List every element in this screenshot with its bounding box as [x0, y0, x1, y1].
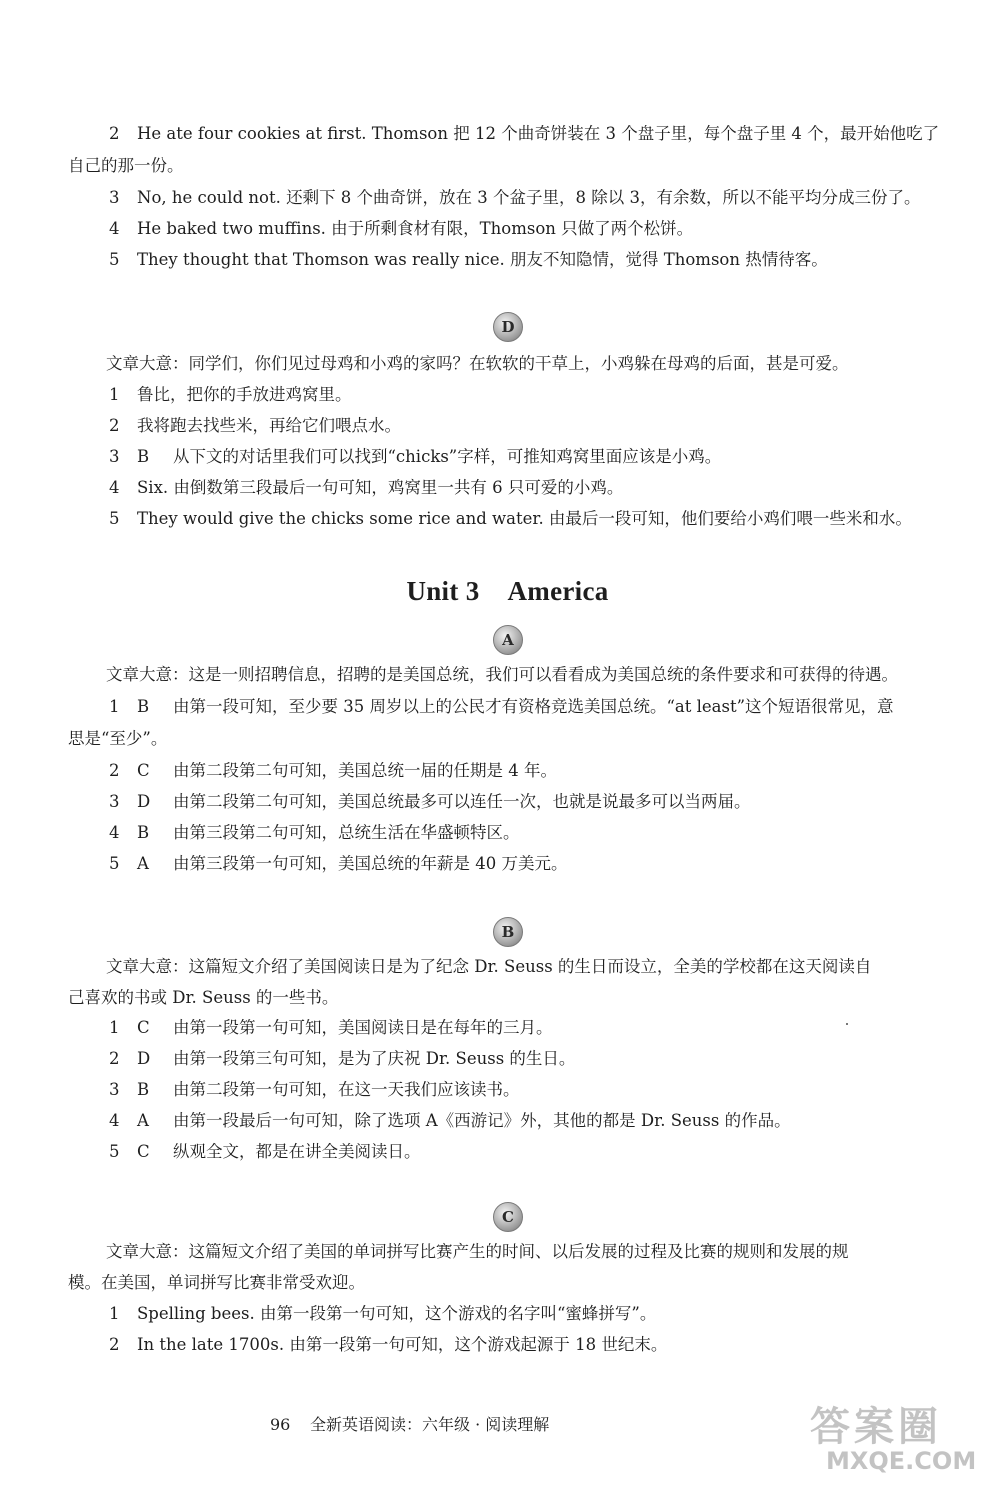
- answer-item: [0, 1302, 1000, 1326]
- section-b-badge: [493, 917, 523, 947]
- section-letter: D: [501, 317, 515, 336]
- answer-number: 2: [109, 761, 120, 780]
- answer-text: 由第一段最后一句可知，除了选项 A《西游记》外，其他的都是 Dr. Seuss 的作品。: [173, 1111, 791, 1130]
- answer-item: [0, 1109, 1000, 1133]
- answer-item: [0, 414, 1000, 438]
- section-c-summary-cont: 模。在美国，单词拼写比赛非常受欢迎。: [68, 1273, 365, 1292]
- answer-number: 1: [109, 697, 120, 716]
- answer-item: [0, 217, 1000, 241]
- answer-text: 鲁比，把你的手放进鸡窝里。: [137, 385, 352, 404]
- page-number: 96: [270, 1415, 291, 1434]
- answer-number: 5: [109, 509, 120, 528]
- answer-item: [0, 507, 1000, 531]
- answer-text: 由第二段第二句可知，美国总统一届的任期是 4 年。: [173, 761, 557, 780]
- answer-text: 由第一段可知，至少要 35 周岁以上的公民才有资格竞选美国总统。“at least”这个短语很常见，意: [173, 697, 894, 716]
- answer-letter: B: [137, 823, 150, 842]
- section-letter: A: [502, 630, 514, 649]
- answer-letter: A: [137, 854, 149, 873]
- answer-item: [0, 1078, 1000, 1102]
- section-letter: B: [501, 922, 515, 941]
- answer-item: [0, 790, 1000, 814]
- answer-number: 2: [109, 1049, 120, 1068]
- answer-item: [0, 759, 1000, 783]
- answer-text: 由第二段第一句可知，在这一天我们应该读书。: [173, 1080, 520, 1099]
- answer-text: They would give the chicks some rice and water. 由最后一段可知，他们要给小鸡们喂一些米和水。: [137, 509, 912, 528]
- answer-continuation: 自己的那一份。: [68, 156, 184, 175]
- answer-number: 3: [109, 1080, 120, 1099]
- answer-letter: D: [137, 1049, 151, 1068]
- answer-item: [0, 186, 1000, 210]
- answer-text: He ate four cookies at first. Thomson 把 12 个曲奇饼装在 3 个盘子里，每个盘子里 4 个，最开始他吃了: [137, 124, 940, 143]
- answer-item: [0, 695, 1000, 719]
- section-letter: C: [502, 1207, 514, 1226]
- answer-text: 纵观全文，都是在讲全美阅读日。: [173, 1142, 421, 1161]
- answer-letter: C: [137, 761, 150, 780]
- site-watermark: [800, 1395, 990, 1485]
- answer-letter: B: [137, 697, 150, 716]
- answer-text: 由第一段第三句可知，是为了庆祝 Dr. Seuss 的生日。: [173, 1049, 576, 1068]
- answer-number: 4: [109, 823, 120, 842]
- answer-text: Spelling bees. 由第一段第一句可知，这个游戏的名字叫“蜜蜂拼写”。: [137, 1304, 657, 1323]
- answer-text: 由第三段第二句可知，总统生活在华盛顿特区。: [173, 823, 520, 842]
- answer-text: In the late 1700s. 由第一段第一句可知，这个游戏起源于 18 世纪末。: [137, 1335, 668, 1354]
- answer-letter: B: [137, 447, 150, 466]
- answer-number: 1: [109, 1304, 120, 1323]
- answer-text: 由第三段第一句可知，美国总统的年薪是 40 万美元。: [173, 854, 568, 873]
- answer-continuation: 思是“至少”。: [68, 729, 168, 748]
- watermark-en: MXQE.COM: [826, 1447, 977, 1475]
- answer-item: [0, 852, 1000, 876]
- answer-item: [0, 383, 1000, 407]
- answer-item: [0, 248, 1000, 272]
- watermark-cn: 答案圈: [810, 1404, 942, 1450]
- answer-item: [0, 1016, 1000, 1040]
- answer-number: 5: [109, 854, 120, 873]
- answer-number: 3: [109, 447, 120, 466]
- unit-title: [0, 573, 1000, 609]
- page-footer: [270, 1413, 549, 1437]
- answer-number: 3: [109, 188, 120, 207]
- answer-text: 从下文的对话里我们可以找到“chicks”字样，可推知鸡窝里面应该是小鸡。: [173, 447, 722, 466]
- section-b-summary-cont: 己喜欢的书或 Dr. Seuss 的一些书。: [68, 988, 339, 1007]
- answer-item: [0, 476, 1000, 500]
- section-c-badge: [493, 1202, 523, 1232]
- answer-item: [0, 1047, 1000, 1071]
- answer-number: 1: [109, 1018, 120, 1037]
- answer-text: 由第二段第二句可知，美国总统最多可以连任一次，也就是说最多可以当两届。: [173, 792, 751, 811]
- unit-name: America: [507, 576, 609, 606]
- answer-letter: A: [137, 1111, 149, 1130]
- answer-text: 由第一段第一句可知，美国阅读日是在每年的三月。: [173, 1018, 553, 1037]
- answer-number: 4: [109, 1111, 120, 1130]
- answer-number: 5: [109, 250, 120, 269]
- answer-item: [0, 122, 1000, 146]
- book-title: 全新英语阅读：六年级 · 阅读理解: [310, 1415, 550, 1434]
- answer-item: [0, 445, 1000, 469]
- answer-item: [0, 821, 1000, 845]
- section-c-summary: 文章大意：这篇短文介绍了美国的单词拼写比赛产生的时间、以后发展的过程及比赛的规则和发展的规: [106, 1242, 849, 1261]
- answer-letter: C: [137, 1142, 150, 1161]
- section-a-summary: 文章大意：这是一则招聘信息，招聘的是美国总统，我们可以看看成为美国总统的条件要求和可获得的待遇。: [106, 665, 898, 684]
- answer-text: No, he could not. 还剩下 8 个曲奇饼，放在 3 个盆子里，8 除以 3，有余数，所以不能平均分成三份了。: [137, 188, 921, 207]
- answer-number: 5: [109, 1142, 120, 1161]
- section-d-badge: [493, 312, 523, 342]
- section-b-summary: 文章大意：这篇短文介绍了美国阅读日是为了纪念 Dr. Seuss 的生日而设立，全美的学校都在这天阅读自: [106, 957, 872, 976]
- section-d-summary: 文章大意：同学们，你们见过母鸡和小鸡的家吗？在软软的干草上，小鸡躲在母鸡的后面，甚是可爱。: [106, 354, 849, 373]
- unit-label: Unit 3: [406, 576, 480, 606]
- answer-letter: C: [137, 1018, 150, 1037]
- answer-number: 4: [109, 219, 120, 238]
- answer-text: Six. 由倒数第三段最后一句可知，鸡窝里一共有 6 只可爱的小鸡。: [137, 478, 624, 497]
- answer-letter: B: [137, 1080, 150, 1099]
- answer-text: He baked two muffins. 由于所剩食材有限，Thomson 只做了两个松饼。: [137, 219, 694, 238]
- answer-item: [0, 1140, 1000, 1164]
- answer-number: 3: [109, 792, 120, 811]
- answer-item: [0, 1333, 1000, 1357]
- answer-text: They thought that Thomson was really nice. 朋友不知隐情，觉得 Thomson 热情待客。: [137, 250, 828, 269]
- answer-number: 2: [109, 1335, 120, 1354]
- answer-text: 我将跑去找些米，再给它们喂点水。: [137, 416, 401, 435]
- answer-number: 2: [109, 124, 120, 143]
- answer-number: 1: [109, 385, 120, 404]
- answer-number: 4: [109, 478, 120, 497]
- answer-letter: D: [137, 792, 151, 811]
- answer-number: 2: [109, 416, 120, 435]
- section-a-badge: [493, 625, 523, 655]
